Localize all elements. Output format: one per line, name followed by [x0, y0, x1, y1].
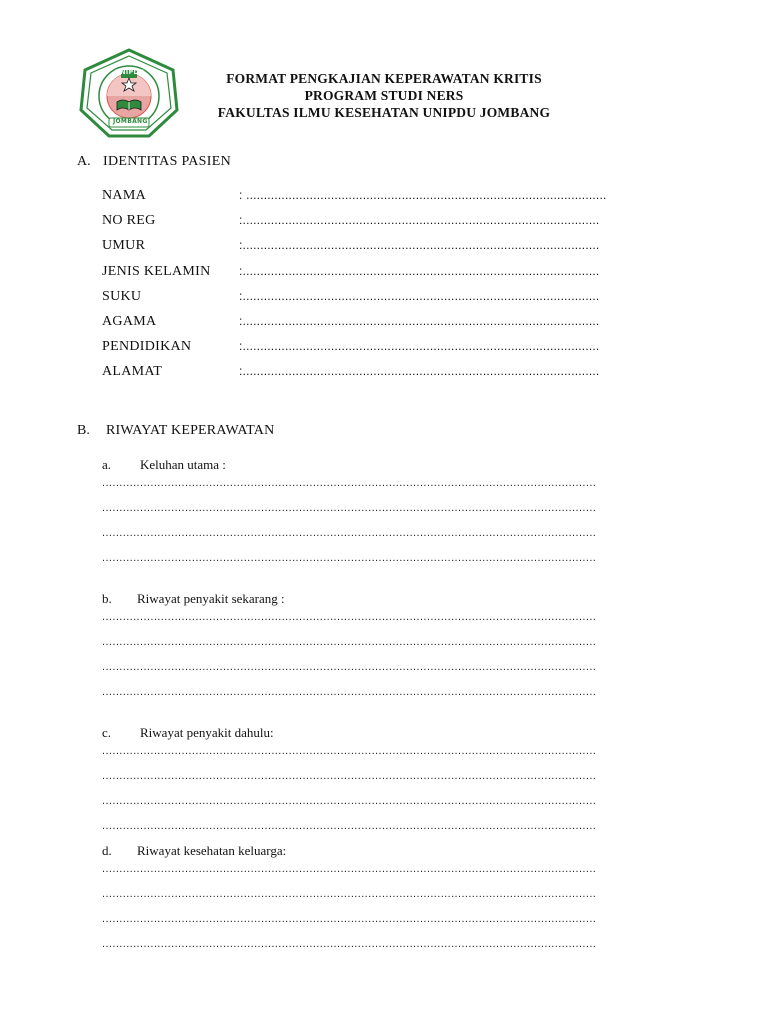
- section-b-number: B.: [77, 423, 90, 438]
- field-label: SUKU: [102, 289, 142, 304]
- document-title: [180, 70, 588, 121]
- university-logo: [79, 48, 179, 138]
- field-row-pendidikan: [102, 339, 642, 357]
- title-line-3: FAKULTAS ILMU KESEHATAN UNIPDU JOMBANG: [217, 105, 551, 120]
- answer-line[interactable]: ...............................................................................................................................................: [102, 527, 597, 539]
- field-label: NAMA: [102, 188, 146, 203]
- subsection-letter: a.: [102, 457, 112, 472]
- logo-bottom-text: JOMBANG: [113, 118, 148, 125]
- answer-line[interactable]: ...............................................................................................................................................: [102, 795, 597, 807]
- answer-line[interactable]: ...............................................................................................................................................: [102, 938, 597, 950]
- field-blank[interactable]: : ......................................................................................................: [239, 188, 607, 202]
- answer-line[interactable]: ...............................................................................................................................................: [102, 552, 597, 564]
- title-line-1: FORMAT PENGKAJIAN KEPERAWATAN KRITIS: [226, 71, 542, 86]
- field-blank[interactable]: :.....................................................................................................: [239, 289, 600, 303]
- field-label: JENIS KELAMIN: [102, 264, 211, 279]
- subsection-letter: d.: [102, 843, 112, 858]
- field-row-suku: [102, 289, 642, 307]
- subsection-riwayat-penyakit-dahulu: [102, 725, 274, 741]
- subsection-riwayat-kesehatan-keluarga: [102, 843, 286, 859]
- field-row-no-reg: [102, 213, 642, 231]
- subsection-label: Keluhan utama :: [140, 457, 226, 472]
- subsection-riwayat-penyakit-sekarang: [102, 591, 285, 607]
- section-b-title: RIWAYAT KEPERAWATAN: [106, 423, 275, 438]
- answer-line[interactable]: ...............................................................................................................................................: [102, 502, 597, 514]
- field-label: PENDIDIKAN: [102, 339, 192, 354]
- field-blank[interactable]: :.....................................................................................................: [239, 213, 600, 227]
- section-a-heading: [77, 154, 231, 170]
- field-label: NO REG: [102, 213, 156, 228]
- answer-line[interactable]: ...............................................................................................................................................: [102, 770, 597, 782]
- answer-line[interactable]: ...............................................................................................................................................: [102, 636, 597, 648]
- field-blank[interactable]: :.....................................................................................................: [239, 364, 600, 378]
- field-blank[interactable]: :.....................................................................................................: [239, 339, 600, 353]
- answer-line[interactable]: ...............................................................................................................................................: [102, 913, 597, 925]
- field-label: AGAMA: [102, 314, 157, 329]
- subsection-label: Riwayat kesehatan keluarga:: [137, 843, 287, 858]
- field-label: UMUR: [102, 238, 146, 253]
- answer-line[interactable]: ...............................................................................................................................................: [102, 745, 597, 757]
- field-label: ALAMAT: [102, 364, 163, 379]
- field-row-umur: [102, 238, 642, 256]
- section-a-number: A.: [77, 154, 91, 169]
- logo-top-text: UNIPDU: [115, 69, 145, 76]
- section-a-title: IDENTITAS PASIEN: [103, 154, 231, 169]
- field-row-agama: [102, 314, 642, 332]
- answer-line[interactable]: ...............................................................................................................................................: [102, 863, 597, 875]
- subsection-label: Riwayat penyakit dahulu:: [140, 725, 274, 740]
- answer-line[interactable]: ...............................................................................................................................................: [102, 888, 597, 900]
- subsection-keluhan-utama: [102, 457, 226, 473]
- answer-line[interactable]: ...............................................................................................................................................: [102, 661, 597, 673]
- title-line-2: PROGRAM STUDI NERS: [304, 88, 464, 103]
- field-row-alamat: [102, 364, 642, 382]
- answer-line[interactable]: ...............................................................................................................................................: [102, 686, 597, 698]
- answer-line[interactable]: ...............................................................................................................................................: [102, 477, 597, 489]
- field-blank[interactable]: :.....................................................................................................: [239, 238, 600, 252]
- subsection-label: Riwayat penyakit sekarang :: [137, 591, 285, 606]
- subsection-letter: b.: [102, 591, 112, 606]
- field-row-jenis-kelamin: [102, 264, 642, 282]
- field-blank[interactable]: :.....................................................................................................: [239, 314, 600, 328]
- section-b-heading: [77, 423, 274, 439]
- answer-line[interactable]: ...............................................................................................................................................: [102, 611, 597, 623]
- subsection-letter: c.: [102, 725, 112, 740]
- field-blank[interactable]: :.....................................................................................................: [239, 264, 600, 278]
- answer-line[interactable]: ...............................................................................................................................................: [102, 820, 597, 832]
- field-row-nama: [102, 188, 642, 206]
